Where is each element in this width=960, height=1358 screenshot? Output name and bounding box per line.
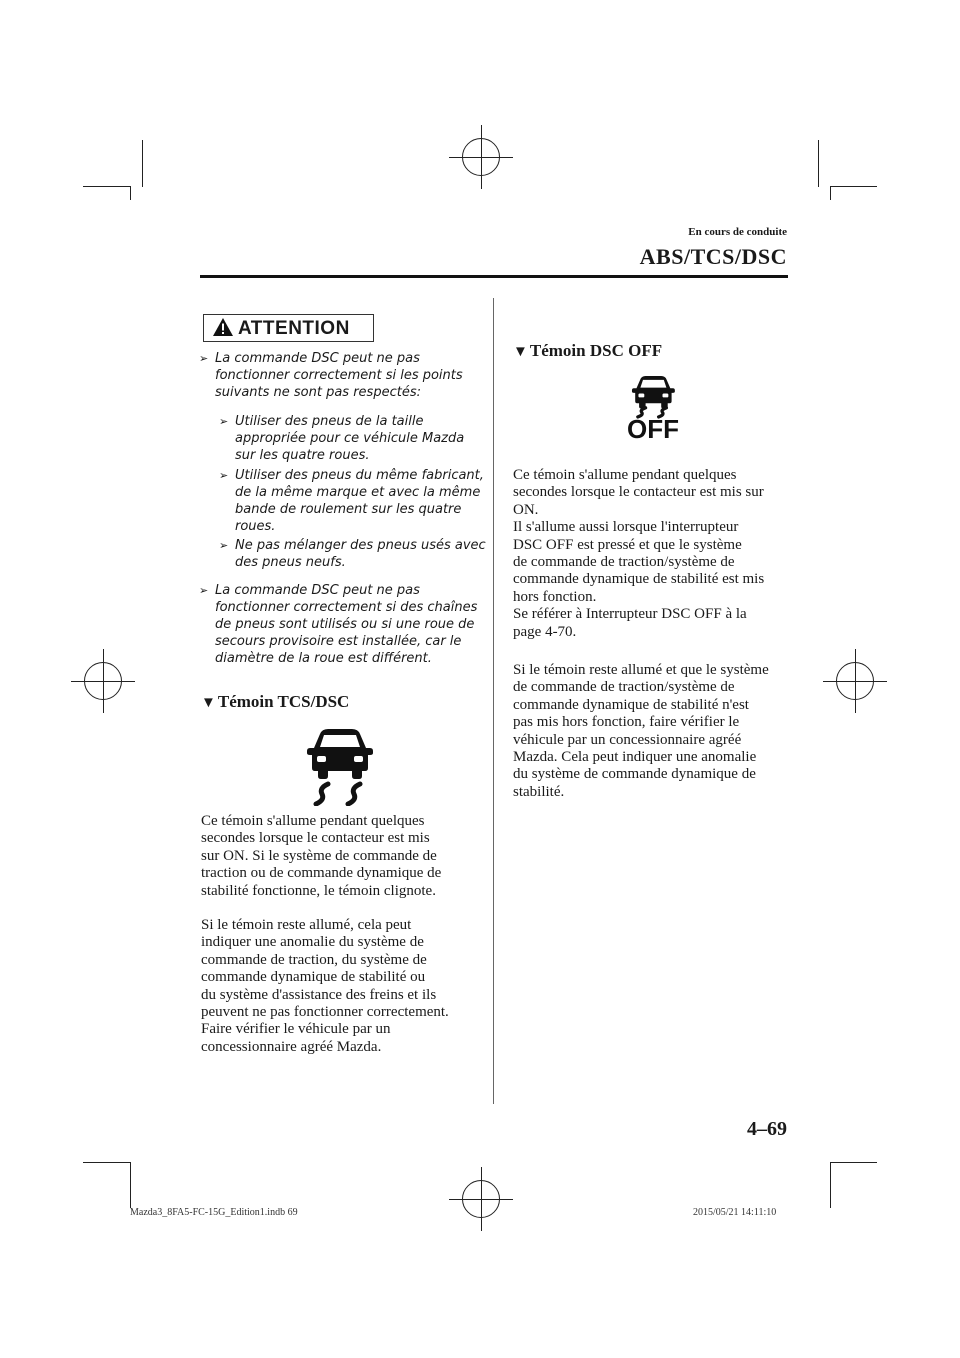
attention-sub-bullet-1: ➢ Utiliser des pneus de la taille appropriée pour ce véhicule Mazda sur les quatre roues. xyxy=(219,414,465,463)
attention-label: ATTENTION xyxy=(238,318,350,339)
dsc-off-warning-icon xyxy=(617,374,689,440)
footer-timestamp: 2015/05/21 14:11:10 xyxy=(693,1207,777,1218)
section-subtitle: En cours de conduite xyxy=(688,226,787,238)
registration-mark-top xyxy=(462,138,500,176)
bullet-arrow-icon: ➢ xyxy=(199,584,209,597)
dsc-off-paragraph-1: Ce témoin s'allume pendant quelques secondes lorsque le contacteur est mis sur ON. Il s'allume aussi lorsque l'interrupteur DSC OFF est pressé et que le système de commande de traction/système de commande dynamique de stabilité est mis hors fonction. Se référer à Interrupteur DSC OFF à la page 4-70. xyxy=(513,467,765,640)
dsc-off-heading: ▼ Témoin DSC OFF xyxy=(513,341,663,360)
bullet-arrow-icon: ➢ xyxy=(199,352,209,365)
section-title: ABS/TCS/DSC xyxy=(639,244,787,269)
triangle-bullet-icon: ▼ xyxy=(201,695,216,711)
attention-bullet-2: ➢ La commande DSC peut ne pas fonctionner correctement si des chaînes de pneus sont utilisés ou si une roue de secours provisoire est installée, car le diamètre de la roue est différent. xyxy=(199,583,478,666)
registration-mark-right xyxy=(836,662,874,700)
tcs-dsc-paragraph-2: Si le témoin reste allumé, cela peut indiquer une anomalie du système de commande de traction, du système de commande dynamique de stabilité ou du système d'assistance des freins et ils peuvent ne pas fonctionner correctement. Faire vérifier le véhicule par un concessionnaire agréé Mazda. xyxy=(201,917,449,1055)
header-rule xyxy=(200,275,788,278)
registration-mark-left xyxy=(84,662,122,700)
warning-triangle-icon xyxy=(212,317,234,337)
attention-sub-bullet-2: ➢ Utiliser des pneus du même fabricant, de la même marque et avec la même bande de roulement sur les quatre roues. xyxy=(219,468,484,534)
dsc-off-paragraph-2: Si le témoin reste allumé et que le système de commande de traction/système de commande dynamique de stabilité n'est pas mis hors fonction, faire vérifier le véhicule par un concessionnaire agréé Mazda. Cela peut indiquer une anomalie du système de commande dynamique de stabilité. xyxy=(513,662,769,800)
column-divider xyxy=(493,298,494,1104)
bullet-arrow-icon: ➢ xyxy=(219,539,229,552)
attention-bullet-1: ➢ La commande DSC peut ne pas fonctionner correctement si les points suivants ne sont pas respectés: xyxy=(199,351,463,400)
attention-sub-bullet-3: ➢ Ne pas mélanger des pneus usés avec des pneus neufs. xyxy=(219,538,486,570)
registration-mark-bottom xyxy=(462,1180,500,1218)
page-number: 4–69 xyxy=(747,1118,787,1140)
tcs-dsc-warning-icon xyxy=(304,726,376,806)
tcs-dsc-heading: ▼ Témoin TCS/DSC xyxy=(201,692,350,711)
dsc-off-icon-label: OFF xyxy=(627,414,679,440)
tcs-dsc-paragraph-1: Ce témoin s'allume pendant quelques secondes lorsque le contacteur est mis sur ON. Si le système de commande de traction ou de commande dynamique de stabilité fonctionne, le témoin clignote. xyxy=(201,813,442,899)
triangle-bullet-icon: ▼ xyxy=(513,344,528,360)
bullet-arrow-icon: ➢ xyxy=(219,469,229,482)
bullet-arrow-icon: ➢ xyxy=(219,415,229,428)
footer-file-info: Mazda3_8FA5-FC-15G_Edition1.indb 69 xyxy=(130,1207,298,1218)
